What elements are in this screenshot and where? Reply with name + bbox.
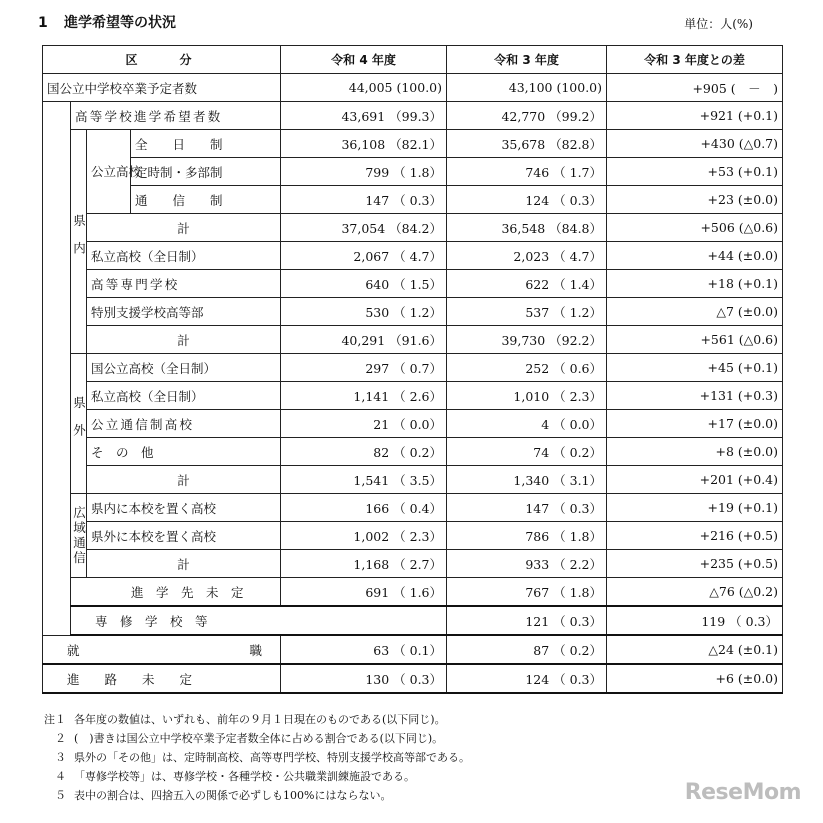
row-label: 全 日 制 <box>131 130 281 158</box>
cell-r4: 21 （ 0.0） <box>281 410 447 438</box>
table-row <box>43 466 783 494</box>
cell-diff: +561 (△0.6) <box>607 326 783 354</box>
cell-r4: 691 （ 1.6） <box>281 578 447 607</box>
cell-r4: 297 （ 0.7） <box>281 354 447 382</box>
cell-diff: +235 (+0.5) <box>607 550 783 578</box>
row-label: 計 <box>87 326 281 354</box>
row-label: 通 信 制 <box>131 186 281 214</box>
row-label: 定時制・多部制 <box>131 158 281 186</box>
cell-diff: +18 (+0.1) <box>607 270 783 298</box>
row-label: 県外に本校を置く高校 <box>87 522 281 550</box>
table-row <box>43 664 783 693</box>
row-label: 特別支援学校高等部 <box>87 298 281 326</box>
cell-r3: 746 （ 1.7） <box>447 158 607 186</box>
row-label: 進 学 先 未 定 <box>71 578 281 607</box>
table-row <box>43 382 783 410</box>
cell-r3: 39,730 （92.2） <box>447 326 607 354</box>
table-row <box>43 298 783 326</box>
row-label: 公立通信制高校 <box>87 410 281 438</box>
table-row <box>43 606 783 635</box>
row-label: 高等専門学校 <box>87 270 281 298</box>
table-row <box>43 522 783 550</box>
cell-diff: +921 (+0.1) <box>607 102 783 130</box>
cell-r3: 124 （ 0.3） <box>447 186 607 214</box>
cell-r3: 4 （ 0.0） <box>447 410 607 438</box>
table-row <box>43 410 783 438</box>
footnote-text: 県外の「その他」は、定時制高校、高等専門学校、特別支援学校高等部である。 <box>74 751 470 764</box>
footnote <box>30 767 470 786</box>
cell-r4: 2,067 （ 4.7） <box>281 242 447 270</box>
cell-r3: 537 （ 1.2） <box>447 298 607 326</box>
cell-r4: 147 （ 0.3） <box>281 186 447 214</box>
cell-diff: △7 (±0.0) <box>607 298 783 326</box>
header-kubun: 区 分 <box>43 46 281 74</box>
cell-r3: 786 （ 1.8） <box>447 522 607 550</box>
cell-r3: 43,100 (100.0) <box>447 74 607 102</box>
footnote-label: ３ <box>55 751 66 764</box>
group-in-pref: 県内 <box>71 130 87 354</box>
table-row <box>43 354 783 382</box>
table-row <box>43 158 783 186</box>
row-label: そ の 他 <box>87 438 281 466</box>
section-number: 1 <box>38 15 48 31</box>
table-row <box>43 635 783 664</box>
footnote-text: 「専修学校等」は、専修学校・各種学校・公共職業訓練施設である。 <box>74 770 415 783</box>
footnote-text: ( )書きは国公立中学校卒業予定者数全体に占める割合である(以下同じ)。 <box>74 732 444 745</box>
group-public: 公立高校 <box>87 130 131 214</box>
cell-r4: 36,108 （82.1） <box>281 130 447 158</box>
section-heading <box>38 12 176 32</box>
footnote-text: 各年度の数値は、いずれも、前年の９月１日現在のものである(以下同じ)。 <box>74 713 446 726</box>
employment-label-a: 就 <box>67 642 80 658</box>
cell-diff: +201 (+0.4) <box>607 466 783 494</box>
table-row <box>43 578 783 607</box>
cell-r3: 1,010 （ 2.3） <box>447 382 607 410</box>
table-row <box>43 270 783 298</box>
group-out-pref: 県外 <box>71 354 87 494</box>
footnotes <box>30 710 470 805</box>
cell-diff: +6 (±0.0) <box>607 664 783 693</box>
cell-r4: 121 （ 0.3） <box>447 606 607 635</box>
cell-r3: 35,678 （82.8） <box>447 130 607 158</box>
table-row <box>43 326 783 354</box>
cell-diff: △76 (△0.2) <box>607 578 783 607</box>
footnote-text: 表中の割合は、四捨五入の関係で必ずしも100%にはならない。 <box>74 789 392 802</box>
cell-diff: +19 (+0.1) <box>607 494 783 522</box>
footnote-label: ４ <box>55 770 66 783</box>
header-r4: 令和 4 年度 <box>281 46 447 74</box>
cell-r4: 530 （ 1.2） <box>281 298 447 326</box>
cell-r4: 1,141 （ 2.6） <box>281 382 447 410</box>
table-row <box>43 242 783 270</box>
row-label: 計 <box>87 550 281 578</box>
footnote-label: ２ <box>55 732 66 745</box>
cell-r4: 82 （ 0.2） <box>281 438 447 466</box>
row-label: 国公立高校（全日制） <box>87 354 281 382</box>
cell-diff: +45 (+0.1) <box>607 354 783 382</box>
group-wide-area: 広域通信 <box>71 494 87 578</box>
row-label <box>43 635 281 664</box>
table-row <box>43 102 783 130</box>
cell-r3: 252 （ 0.6） <box>447 354 607 382</box>
table-row <box>43 550 783 578</box>
cell-diff: +905 ( － ) <box>607 74 783 102</box>
cell-diff: +506 (△0.6) <box>607 214 783 242</box>
footnote <box>30 786 470 805</box>
row-label: 計 <box>87 466 281 494</box>
cell-diff: +44 (±0.0) <box>607 242 783 270</box>
cell-r3: 36,548 （84.8） <box>447 214 607 242</box>
footnote <box>30 729 470 748</box>
cell-diff: +216 (+0.5) <box>607 522 783 550</box>
cell-r3: 124 （ 0.3） <box>447 664 607 693</box>
indent-spacer <box>43 102 71 636</box>
row-label: 国公立中学校卒業予定者数 <box>43 74 281 102</box>
cell-r3: 1,340 （ 3.1） <box>447 466 607 494</box>
cell-r3: 2,023 （ 4.7） <box>447 242 607 270</box>
table-row <box>43 74 783 102</box>
cell-diff: +8 (±0.0) <box>607 438 783 466</box>
row-label: 私立高校（全日制） <box>87 382 281 410</box>
cell-r3: 119 （ 0.3） <box>607 606 783 635</box>
row-label: 計 <box>87 214 281 242</box>
row-label: 私立高校（全日制） <box>87 242 281 270</box>
footnote <box>30 710 470 729</box>
section-title: 進学希望等の状況 <box>64 15 176 31</box>
cell-diff: +23 (±0.0) <box>607 186 783 214</box>
footnote <box>30 748 470 767</box>
cell-r4: 43,691 （99.3） <box>281 102 447 130</box>
cell-r3: 87 （ 0.2） <box>447 635 607 664</box>
table-row <box>43 186 783 214</box>
cell-r4: 130 （ 0.3） <box>281 664 447 693</box>
row-label: 進 路 未 定 <box>43 664 281 693</box>
cell-r4: 1,168 （ 2.7） <box>281 550 447 578</box>
resemom-logo: ReseMom <box>684 780 801 805</box>
cell-r4: 799 （ 1.8） <box>281 158 447 186</box>
cell-r4: 1,002 （ 2.3） <box>281 522 447 550</box>
cell-r3: 933 （ 2.2） <box>447 550 607 578</box>
cell-r4: 63 （ 0.1） <box>281 635 447 664</box>
cell-r4: 44,005 (100.0) <box>281 74 447 102</box>
cell-r4: 640 （ 1.5） <box>281 270 447 298</box>
unit-label: 単位：人(%) <box>684 17 753 31</box>
cell-r4: 166 （ 0.4） <box>281 494 447 522</box>
cell-diff: +17 (±0.0) <box>607 410 783 438</box>
status-table <box>42 45 783 694</box>
cell-r3: 74 （ 0.2） <box>447 438 607 466</box>
cell-diff: △24 (±0.1) <box>607 635 783 664</box>
footnote-label: 注１ <box>44 713 66 726</box>
footnote-label: ５ <box>55 789 66 802</box>
cell-diff: +430 (△0.7) <box>607 130 783 158</box>
table-row <box>43 214 783 242</box>
employment-label-b: 職 <box>249 642 263 658</box>
header-r3: 令和 3 年度 <box>447 46 607 74</box>
cell-diff: +53 (+0.1) <box>607 158 783 186</box>
row-label: 高等学校進学希望者数 <box>71 102 281 130</box>
table-row <box>43 130 783 158</box>
cell-r4: 37,054 （84.2） <box>281 214 447 242</box>
table-row <box>43 438 783 466</box>
row-label: 県内に本校を置く高校 <box>87 494 281 522</box>
header-diff: 令和 3 年度との差 <box>607 46 783 74</box>
table-row <box>43 494 783 522</box>
row-label: 専 修 学 校 等 <box>71 606 447 635</box>
cell-r3: 767 （ 1.8） <box>447 578 607 607</box>
cell-r4: 40,291 （91.6） <box>281 326 447 354</box>
cell-diff: +131 (+0.3) <box>607 382 783 410</box>
cell-r3: 622 （ 1.4） <box>447 270 607 298</box>
cell-r4: 1,541 （ 3.5） <box>281 466 447 494</box>
header-row <box>43 46 783 74</box>
cell-r3: 42,770 （99.2） <box>447 102 607 130</box>
cell-r3: 147 （ 0.3） <box>447 494 607 522</box>
